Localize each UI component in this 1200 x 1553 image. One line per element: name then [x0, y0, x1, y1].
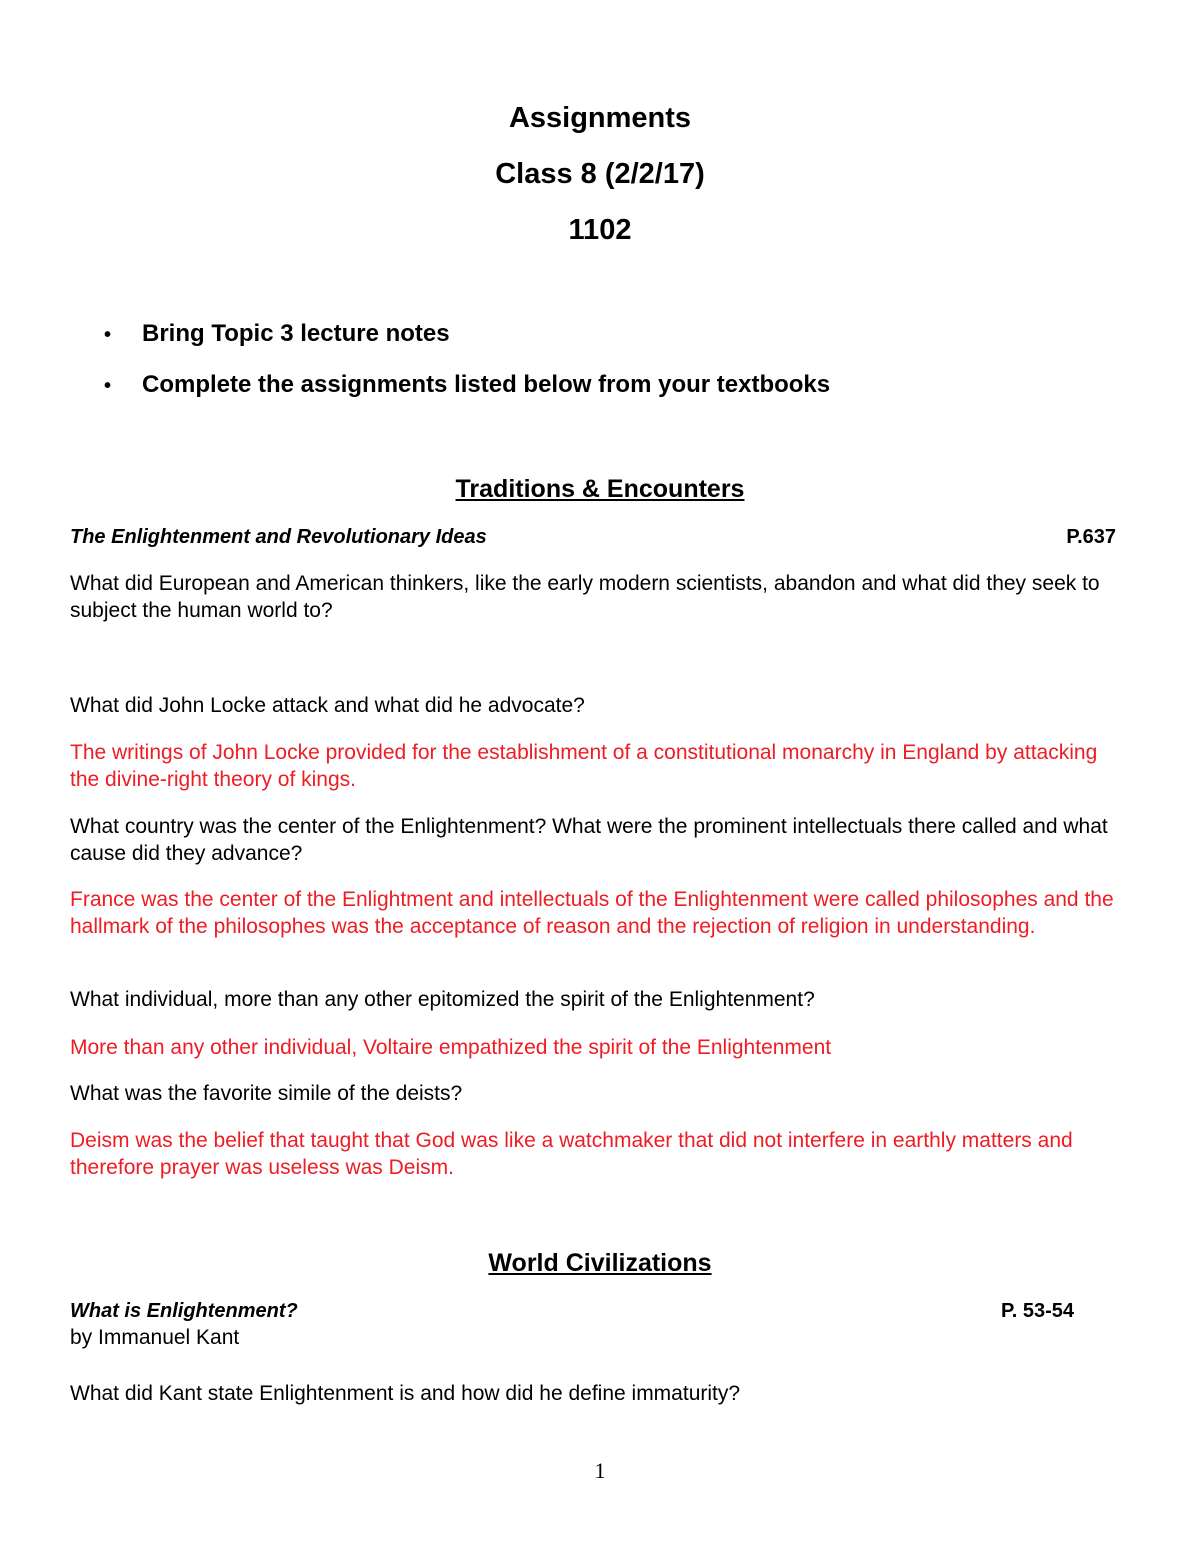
bullet-item	[104, 370, 830, 401]
page-reference: P. 53-54	[1000, 1300, 1074, 1322]
bullet-text: Bring Topic 3 lecture notes	[142, 320, 450, 347]
bullet-icon: •	[104, 375, 112, 397]
reading-title: What is Enlightenment?	[70, 1300, 298, 1322]
bullet-icon: •	[104, 324, 112, 346]
answer-2: The writings of John Locke provided for the establishment of a constitutional monarchy in England by attacking the divine-right theory of kings.	[70, 741, 1098, 791]
question-4: What individual, more than any other epitomized the spirit of the Enlightenment?	[70, 988, 815, 1011]
reading-title: The Enlightenment and Revolutionary Ideas	[70, 526, 487, 548]
question-1: What did European and American thinkers, like the early modern scientists, abandon and what did they seek to subject the human world to?	[70, 572, 1100, 622]
question-3: What country was the center of the Enlightenment? What were the prominent intellectuals there called and what cause did they advance?	[70, 815, 1108, 865]
page-number: 1	[594, 1458, 606, 1483]
section-heading-traditions: Traditions & Encounters	[455, 475, 745, 503]
bullet-text: Complete the assignments listed below from your textbooks	[142, 371, 831, 398]
section-heading-world-civ: World Civilizations	[488, 1249, 712, 1277]
question-2: What did John Locke attack and what did he advocate?	[70, 694, 585, 717]
class-date-line: Class 8 (2/2/17)	[495, 158, 705, 190]
course-number: 1102	[568, 214, 632, 246]
question-kant: What did Kant state Enlightenment is and how did he define immaturity?	[70, 1382, 741, 1405]
page-reference: P.637	[1066, 526, 1116, 548]
reading-author: by Immanuel Kant	[70, 1326, 240, 1349]
answer-5: Deism was the belief that taught that God was like a watchmaker that did not interfere in earthly matters and therefore prayer was useless was Deism.	[70, 1129, 1073, 1179]
bullet-item	[104, 319, 450, 350]
answer-4: More than any other individual, Voltaire empathized the spirit of the Enlightenment	[70, 1036, 832, 1059]
answer-3: France was the center of the Enlightment and intellectuals of the Enlightenment were called philosophes and the hallmark of the philosophes was the acceptance of reason and the rejection of religion in understanding.	[70, 888, 1114, 938]
page-title: Assignments	[508, 102, 692, 134]
question-5: What was the favorite simile of the deists?	[70, 1082, 463, 1105]
